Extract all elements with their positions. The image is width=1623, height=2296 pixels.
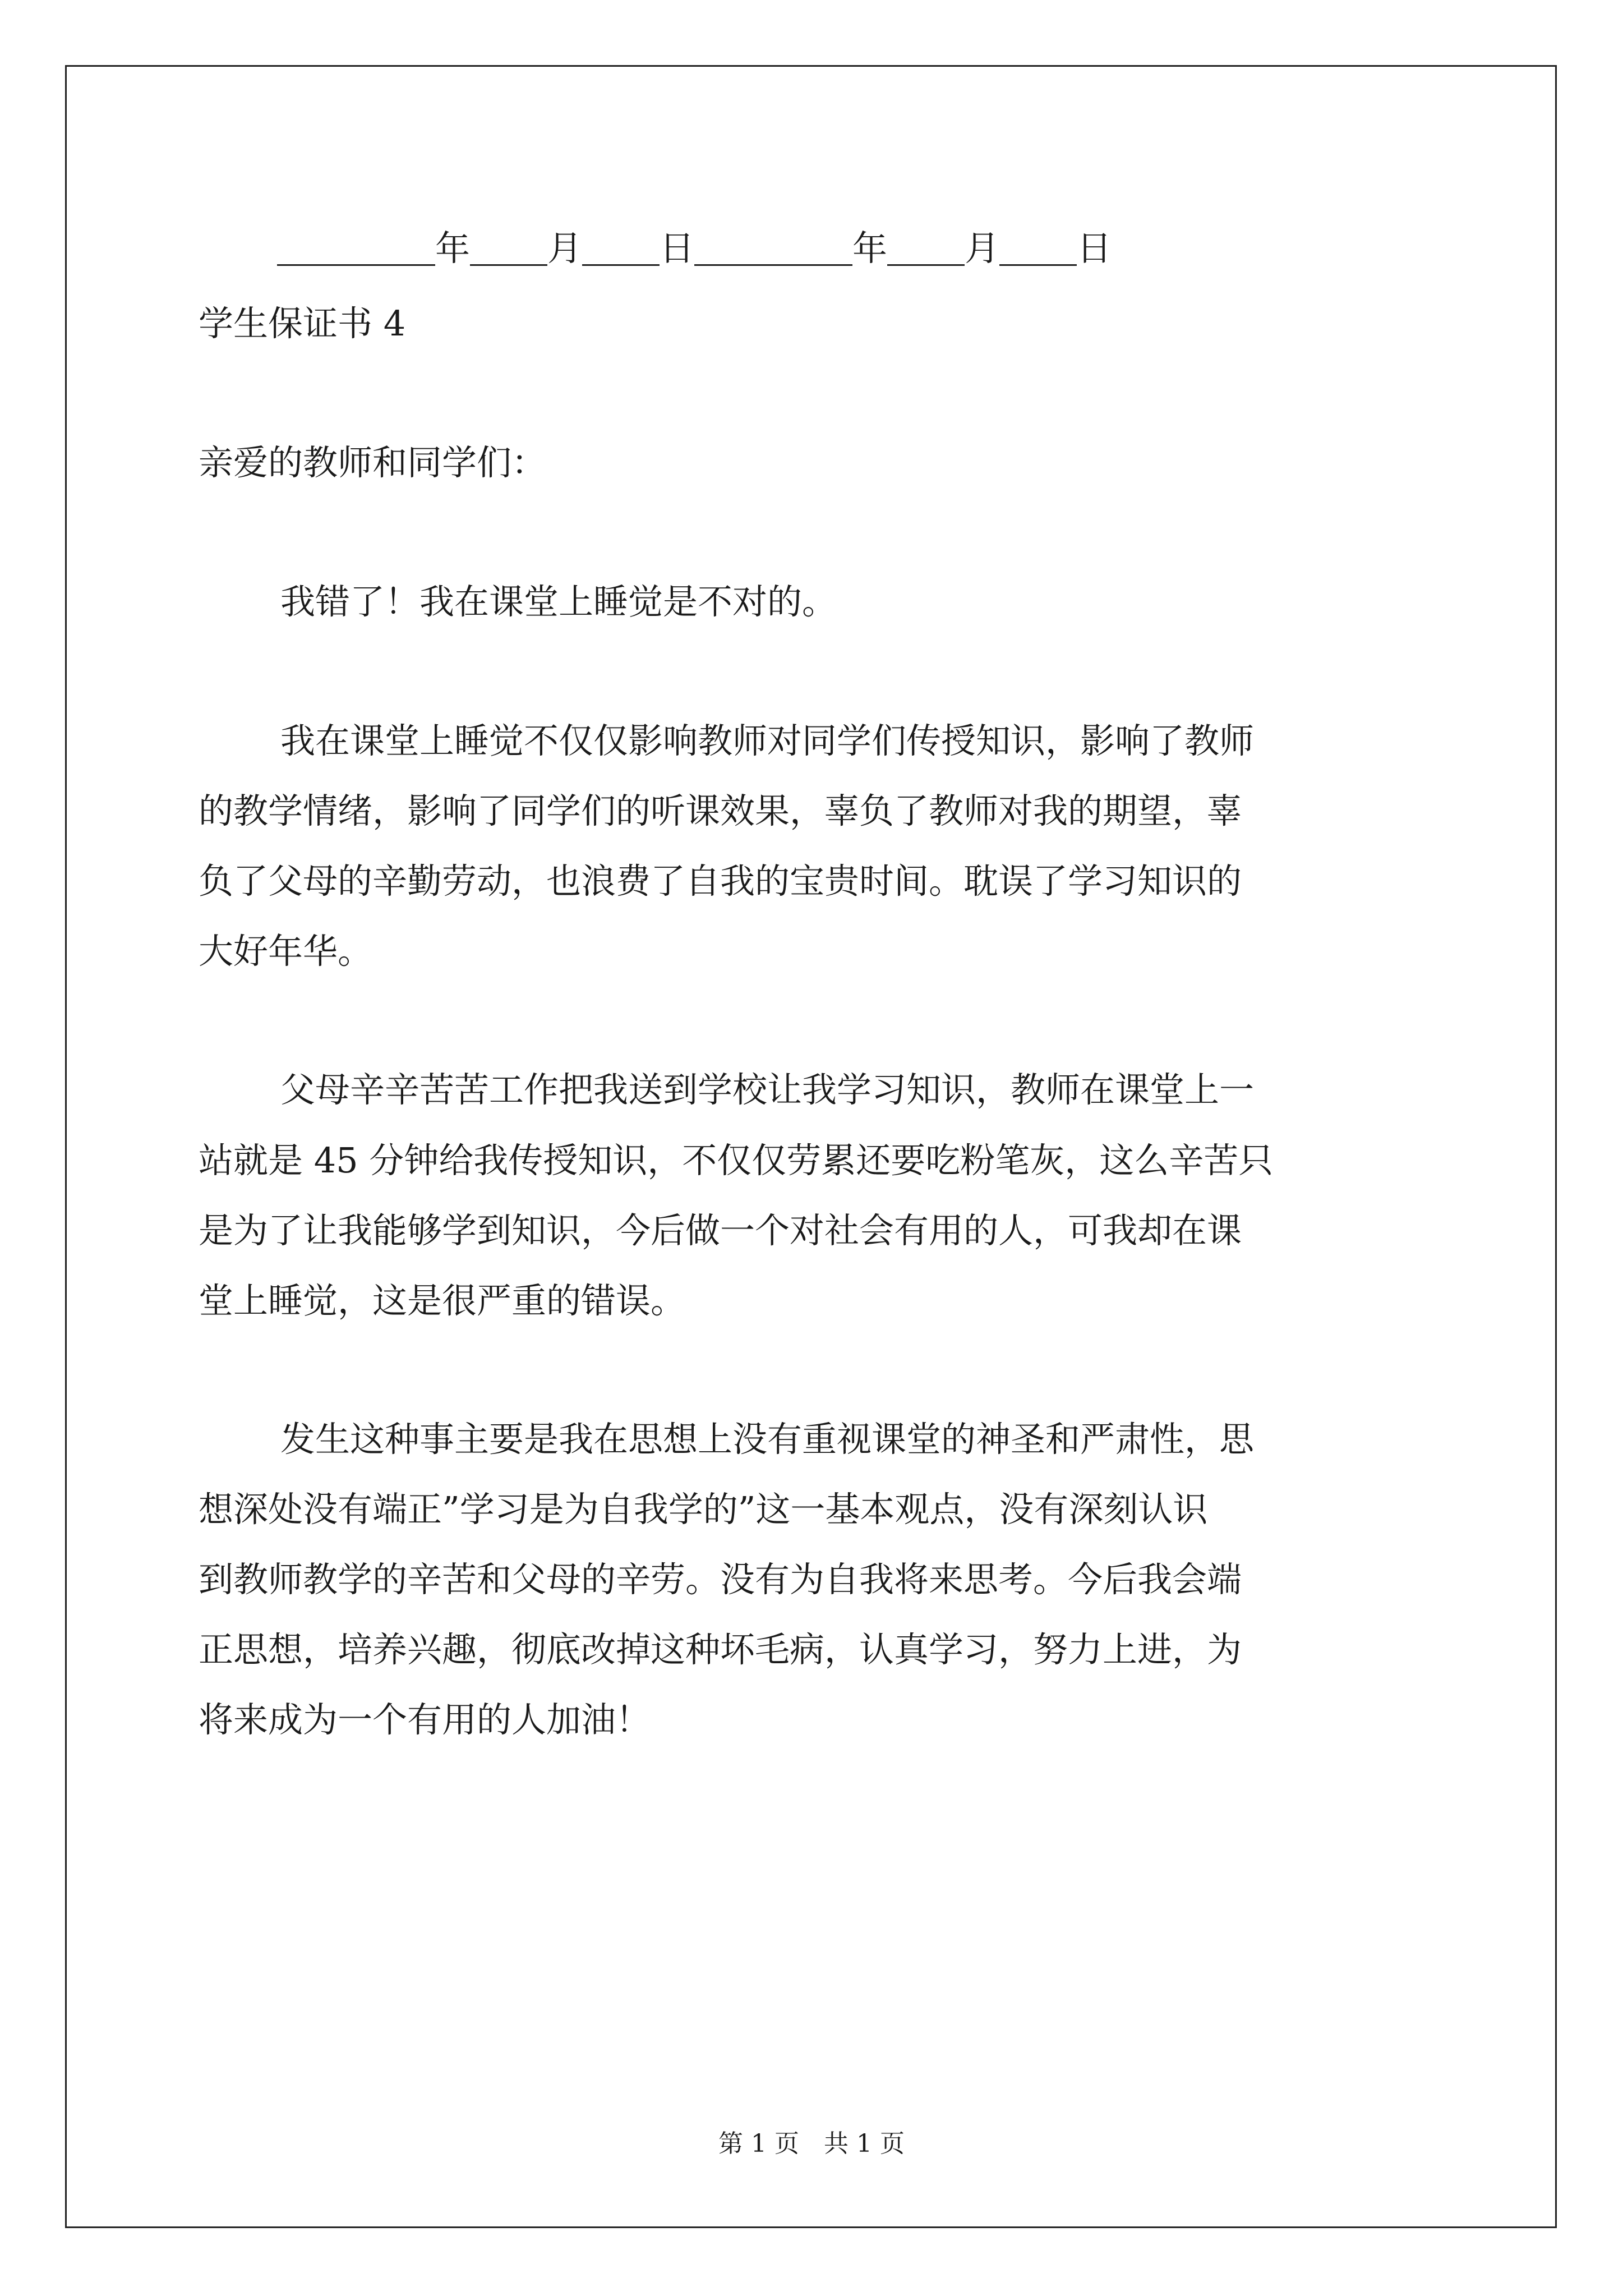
paragraph-2-line-2: 的教学情绪，影响了同学们的听课效果，辜负了教师对我的期望，辜 (199, 790, 1242, 831)
blank-day-2[interactable] (999, 234, 1077, 266)
paragraph-3-line-2: 站就是 45 分钟给我传授知识，不仅仅劳累还要吃粉笔灰，这么辛苦只 (199, 1140, 1274, 1181)
month-label-1: 月 (547, 228, 583, 269)
document-title: 学生保证书 4 (199, 303, 406, 344)
paragraph-2-line-4: 大好年华。 (199, 931, 373, 972)
blank-year-1[interactable] (277, 234, 435, 266)
blank-day-1[interactable] (582, 234, 660, 266)
paragraph-4-line-1: 发生这种事主要是我在思想上没有重视课堂的神圣和严肃性，思 (280, 1419, 1255, 1460)
paragraph-4-line-2: 想深处没有端正”学习是为自我学的”这一基本观点，没有深刻认识 (199, 1489, 1208, 1530)
year-label-2: 年 (852, 228, 888, 269)
paragraph-2-line-1: 我在课堂上睡觉不仅仅影响教师对同学们传授知识，影响了教师 (280, 720, 1255, 761)
month-label-2: 月 (965, 228, 1000, 269)
date-line (277, 228, 1112, 269)
paragraph-4-line-3: 到教师教学的辛苦和父母的辛劳。没有为自我将来思考。今后我会端 (199, 1559, 1242, 1600)
blank-month-1[interactable] (470, 234, 547, 266)
paragraph-4-line-5: 将来成为一个有用的人加油！ (199, 1699, 651, 1740)
blank-month-2[interactable] (887, 234, 965, 266)
paragraph-4-line-4: 正思想，培养兴趣，彻底改掉这种坏毛病，认真学习，努力上进，为 (199, 1629, 1242, 1670)
year-label-1: 年 (435, 228, 471, 269)
paragraph-3-line-1: 父母辛辛苦苦工作把我送到学校让我学习知识，教师在课堂上一 (280, 1069, 1255, 1110)
paragraph-3-line-3: 是为了让我能够学到知识，今后做一个对社会有用的人，可我却在课 (199, 1210, 1242, 1251)
paragraph-3-line-4: 堂上睡觉，这是很严重的错误。 (199, 1280, 686, 1321)
paragraph-2-line-3: 负了父母的辛勤劳动，也浪费了自我的宝贵时间。耽误了学习知识的 (199, 861, 1242, 901)
day-label-1: 日 (660, 228, 695, 269)
page-footer: 第 1 页 共 1 页 (718, 2129, 905, 2158)
salutation: 亲爱的教师和同学们： (199, 442, 547, 483)
day-label-2: 日 (1077, 228, 1112, 269)
paragraph-1-line-1: 我错了！我在课堂上睡觉是不对的。 (280, 581, 837, 622)
blank-year-2[interactable] (694, 234, 852, 266)
